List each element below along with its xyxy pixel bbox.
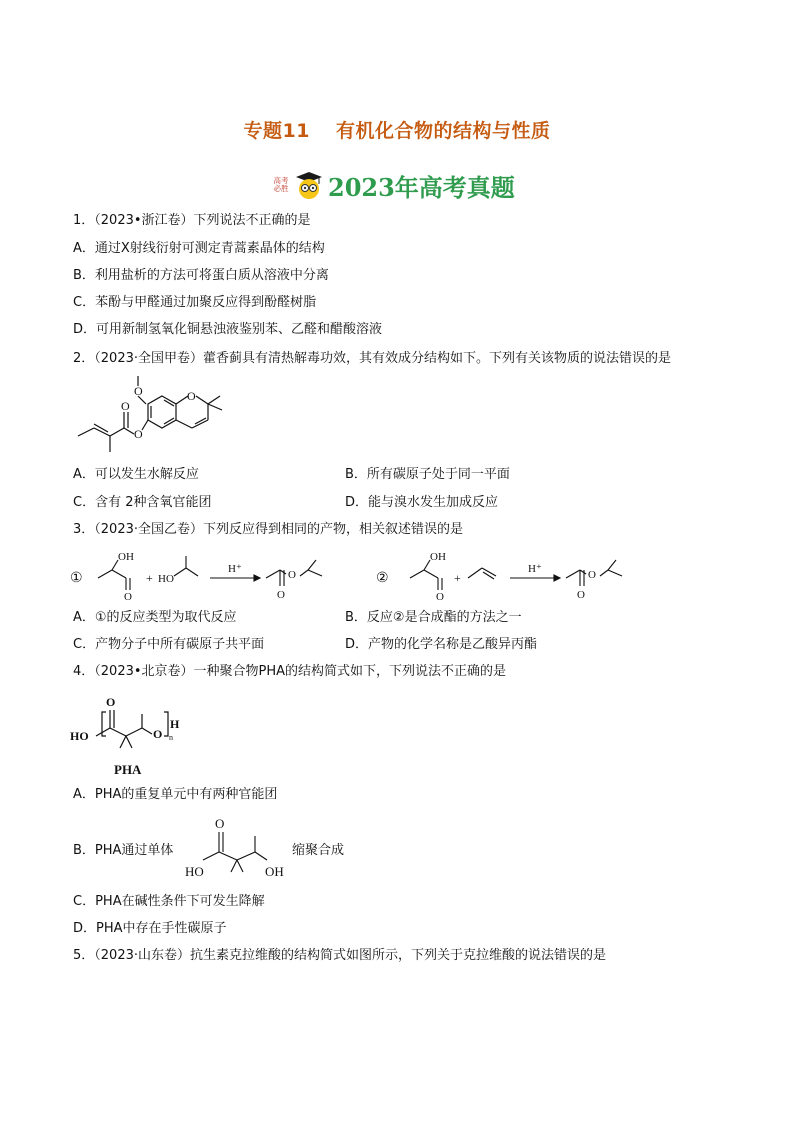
q1-option-c: C．苯酚与甲醛通过加聚反应得到酚醛树脂 (73, 295, 317, 310)
svg-text:O: O (277, 589, 285, 601)
svg-text:O: O (187, 389, 196, 403)
svg-text:OH: OH (430, 551, 446, 563)
pha-polymer-structure (70, 690, 200, 780)
q1-option-b: B．利用盐析的方法可将蛋白质从溶液中分离 (73, 268, 329, 283)
q4-option-b: B．PHA通过单体 (73, 843, 174, 858)
page-title (0, 116, 794, 143)
svg-text:O: O (288, 569, 296, 581)
svg-text:HO: HO (70, 729, 89, 743)
q3-option-a: A．①的反应类型为取代反应 (73, 610, 237, 625)
graduate-owl-icon (294, 170, 324, 200)
svg-text:O: O (153, 727, 163, 741)
pha-monomer-structure (185, 816, 295, 882)
svg-text:O: O (124, 591, 132, 603)
svg-text:HO: HO (185, 864, 204, 879)
esterification-reactions (70, 548, 720, 608)
question-3-stem: 3．（2023·全国乙卷）下列反应得到相同的产物，相关叙述错误的是 (73, 522, 463, 537)
svg-text:+: + (146, 571, 153, 585)
q2-option-a: A．可以发生水解反应 (73, 467, 199, 482)
svg-text:n: n (169, 733, 173, 742)
q3-option-c: C．产物分子中所有碳原子共平面 (73, 637, 265, 652)
svg-text:O: O (436, 591, 444, 603)
svg-text:O: O (577, 589, 585, 601)
pha-label: PHA (114, 762, 142, 777)
question-1-stem: 1．（2023•浙江卷）下列说法不正确的是 (73, 213, 311, 228)
question-5-stem: 5．（2023·山东卷）抗生素克拉维酸的结构简式如图所示，下列关于克拉维酸的说法错误的是 (73, 948, 606, 963)
svg-text:OH: OH (265, 864, 284, 879)
year-banner (270, 168, 515, 202)
q3-option-b: B．反应②是合成酯的方法之一 (345, 610, 522, 625)
banner-title: 2023年高考真题 (328, 172, 515, 202)
reaction-2-label: ② (376, 571, 389, 586)
svg-text:O: O (106, 695, 116, 709)
svg-text:O: O (121, 399, 130, 413)
seal-logo: 高考 必胜 (273, 176, 289, 193)
ageratochromene-structure (70, 372, 260, 460)
svg-text:H: H (170, 717, 180, 731)
svg-text:O: O (134, 427, 143, 441)
q2-option-d: D．能与溴水发生加成反应 (345, 495, 499, 510)
question-4-stem: 4．（2023•北京卷）一种聚合物PHA的结构简式如下，下列说法不正确的是 (73, 664, 507, 679)
reaction-1-label: ① (70, 571, 83, 586)
topic-number: 专题11 (243, 120, 310, 142)
svg-text:H⁺: H⁺ (228, 563, 242, 575)
q1-option-a: A．通过X射线衍射可测定青蒿素晶体的结构 (73, 241, 325, 256)
q4-option-a: A．PHA的重复单元中有两种官能团 (73, 787, 278, 802)
q1-option-d: D．可用新制氢氧化铜悬浊液鉴别苯、乙醛和醋酸溶液 (73, 322, 383, 337)
q2-option-b: B．所有碳原子处于同一平面 (345, 467, 510, 482)
svg-text:O: O (215, 816, 225, 831)
q3-option-d: D．产物的化学名称是乙酸异丙酯 (345, 637, 538, 652)
q4-option-c: C．PHA在碱性条件下可发生降解 (73, 894, 265, 909)
svg-text:O: O (134, 384, 143, 398)
svg-text:HO: HO (158, 573, 174, 585)
svg-text:OH: OH (118, 551, 134, 563)
svg-text:+: + (454, 571, 461, 585)
topic-title: 有机化合物的结构与性质 (335, 120, 551, 142)
q4-option-d: D．PHA中存在手性碳原子 (73, 921, 227, 936)
q4-option-b-tail: 缩聚合成 (292, 843, 345, 858)
question-2-stem: 2．（2023·全国甲卷）藿香蓟具有清热解毒功效，其有效成分结构如下。下列有关该物质的说法错误的是 (73, 351, 671, 366)
svg-text:H⁺: H⁺ (528, 563, 542, 575)
svg-text:O: O (588, 569, 596, 581)
q2-option-c: C．含有 2种含氧官能团 (73, 495, 212, 510)
